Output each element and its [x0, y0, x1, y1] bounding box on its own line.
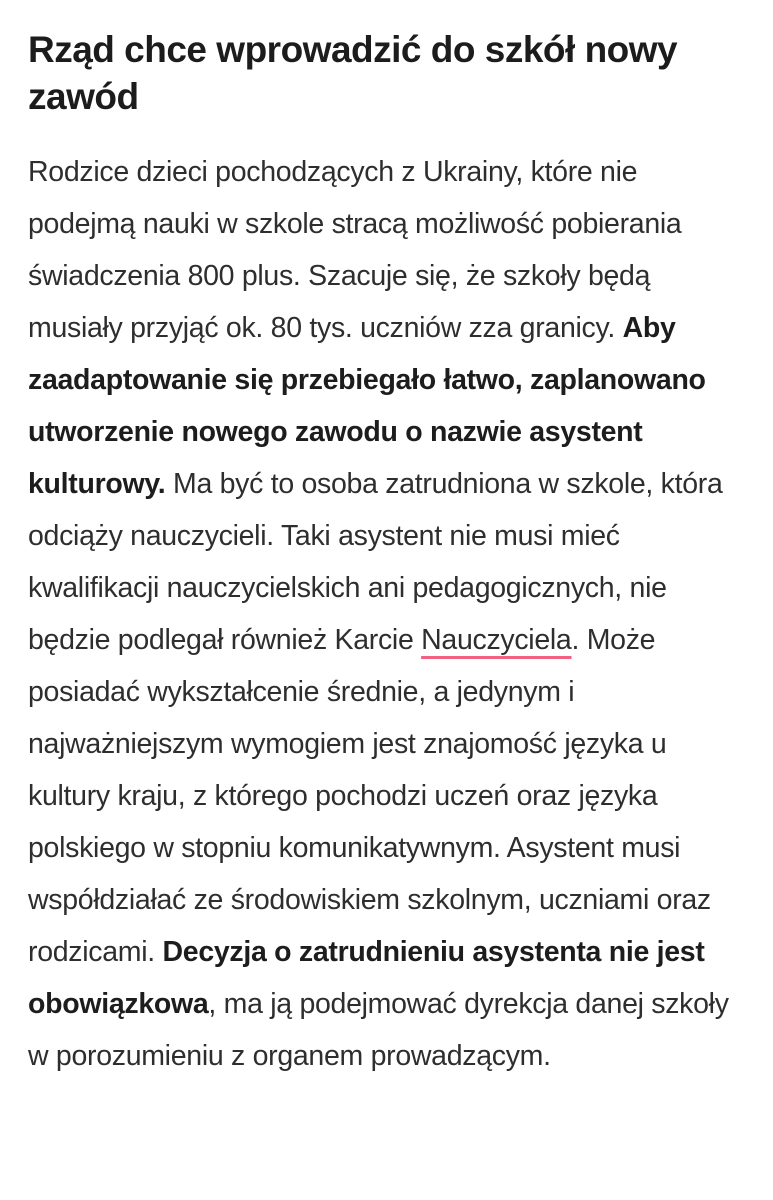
link-nauczyciela[interactable]: Nauczyciela	[421, 624, 572, 656]
paragraph-bold-text: Aby zaadaptowanie się przebiegało łatwo, zaplanowano utworzenie nowego zawodu o nazwie asystent kulturowy.	[28, 312, 706, 500]
paragraph-text: Rodzice dzieci pochodzących z Ukrainy, które nie podejmą nauki w szkole stracą możliwość pobierania świadczenia 800 plus. Szacuje się, że szkoły będą musiały przyjąć ok. 80 tys. uczniów zza granicy.	[28, 156, 682, 344]
paragraph-bold-text: Decyzja o zatrudnieniu asystenta nie jest obowiązkowa	[28, 936, 705, 1020]
paragraph-text: Ma być to osoba zatrudniona w szkole, która odciąży nauczycieli. Taki asystent nie musi mieć kwalifikacji nauczycielskich ani pedagogicznych, nie będzie podlegał również Karcie	[28, 468, 723, 656]
page-title: Rząd chce wprowadzić do szkół nowy zawód	[28, 29, 678, 117]
paragraph-text: . Może posiadać wykształcenie średnie, a jedynym i najważniejszym wymogiem jest znajomość języka u kultury kraju, z którego pochodzi uczeń oraz języka polskiego w stopniu komunikatywnym. Asystent musi współdziałać ze środowiskiem szkolnym, uczniami oraz rodzicami.	[28, 624, 711, 968]
article-paragraph	[28, 146, 743, 1082]
paragraph-text: , ma ją podejmować dyrekcja danej szkoły w porozumieniu z organem prowadzącym.	[28, 988, 729, 1072]
